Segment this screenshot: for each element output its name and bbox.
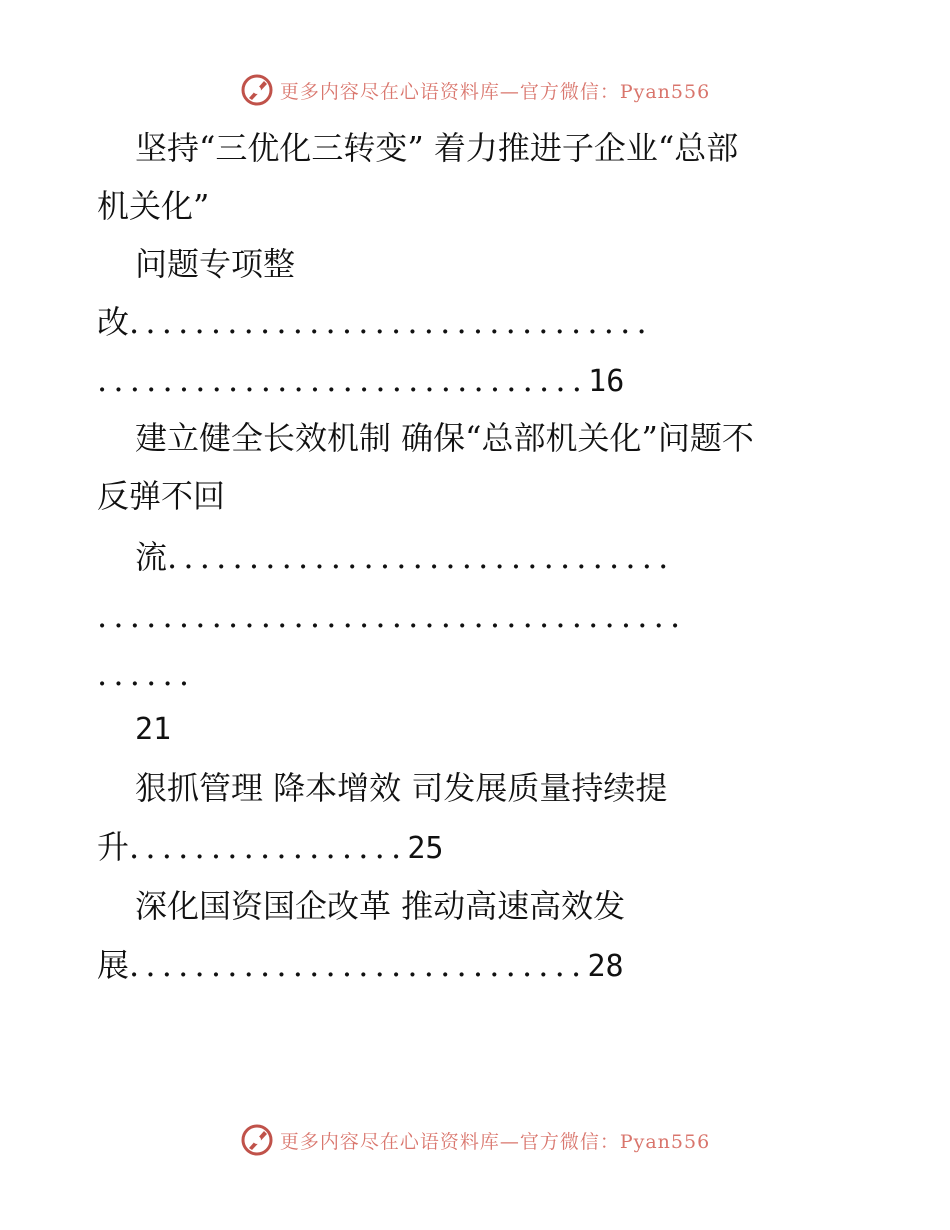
toc-entry-3-leader-dots-cont: .................................... xyxy=(97,597,687,635)
toc-entry-5-title-line2 xyxy=(97,945,624,987)
toc-entry-3-leader-dots: ............................... xyxy=(167,538,675,576)
toc-entry-2-leader-dots: ................................ xyxy=(129,303,653,341)
toc-entry-2-page-number: 16 xyxy=(588,364,625,399)
toc-entry-3-title-line3 xyxy=(135,537,675,577)
toc-entry-5-leader-dots: ............................ xyxy=(129,946,588,984)
footer-banner xyxy=(0,1120,950,1160)
toc-entry-2-title-end: 改 xyxy=(97,303,130,341)
toc-entry-2-title-line2 xyxy=(97,302,653,342)
header-banner xyxy=(0,70,950,110)
toc-entry-2-title-line1: 问题专项整 xyxy=(135,245,296,283)
toc-entry-3-title-line2: 反弹不回 xyxy=(97,477,226,515)
toc-entry-3-leader-dots-end: ...... xyxy=(97,655,196,693)
toc-entry-5-title-end: 展 xyxy=(97,946,130,984)
toc-entry-4-leader-dots: ................. xyxy=(129,828,408,866)
quill-pen-logo-icon xyxy=(240,1123,274,1157)
toc-entry-3-title-line1: 建立健全长效机制 确保“总部机关化”问题不 xyxy=(135,419,754,457)
toc-entry-4-title-line2 xyxy=(97,827,443,869)
toc-entry-4-title-end: 升 xyxy=(97,828,130,866)
toc-entry-2-page-line xyxy=(97,360,624,402)
toc-entry-5-page-number: 28 xyxy=(587,949,624,984)
toc-entry-1-title-line2: 机关化” xyxy=(97,187,210,225)
banner-text: 更多内容尽在心语资料库—官方微信：Pyan556 xyxy=(279,80,711,103)
toc-entry-1-title-line1: 坚持“三优化三转变” 着力推进子企业“总部 xyxy=(135,129,739,167)
toc-entry-5-title-line1: 深化国资国企改革 推动高速高效发 xyxy=(135,887,626,925)
quill-pen-logo-icon xyxy=(240,73,274,107)
toc-entry-3-title-end: 流 xyxy=(135,538,168,576)
toc-entry-3-page-number: 21 xyxy=(135,712,172,747)
toc-entry-4-title-line1: 狠抓管理 降本增效 司发展质量持续提 xyxy=(135,769,668,807)
banner-text: 更多内容尽在心语资料库—官方微信：Pyan556 xyxy=(279,1130,711,1153)
toc-entry-2-leader-dots-cont: .............................. xyxy=(97,361,589,399)
toc-entry-4-page-number: 25 xyxy=(407,831,444,866)
